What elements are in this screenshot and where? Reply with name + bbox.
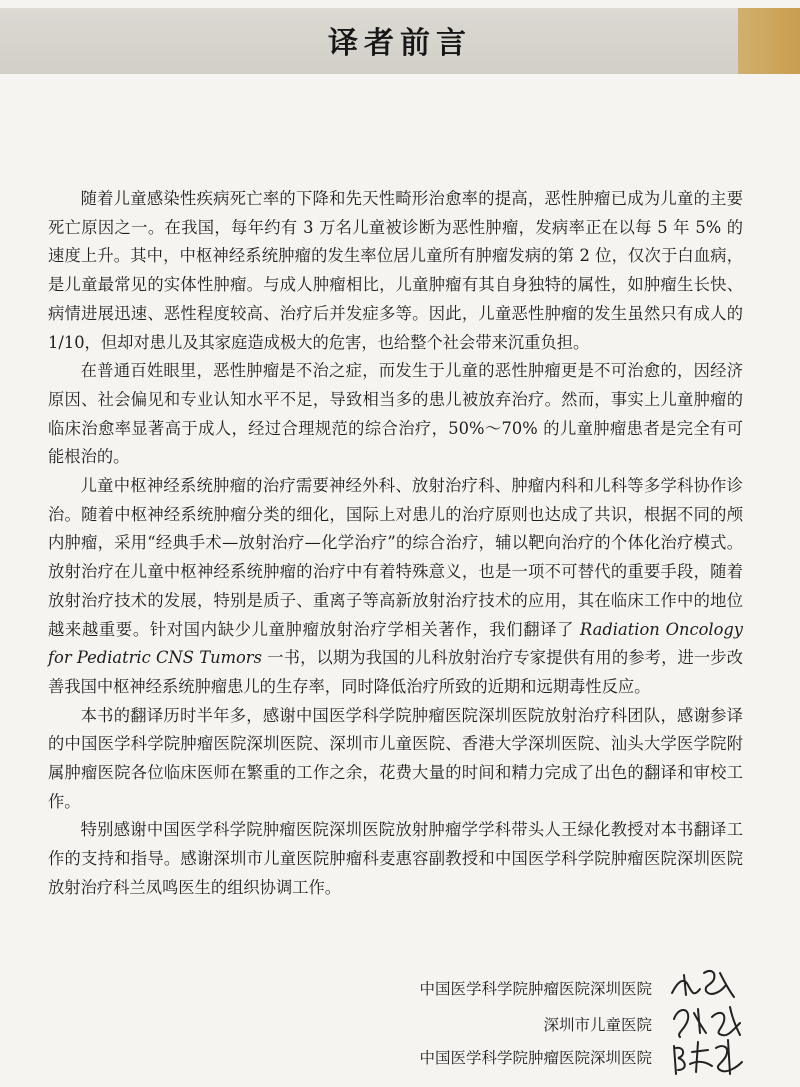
signature-institution-1: 中国医学科学院肿瘤医院深圳医院 xyxy=(419,980,652,998)
preface-body xyxy=(48,185,743,903)
signature-institution-2: 深圳市儿童医院 xyxy=(543,1016,652,1034)
signature-institution-3: 中国医学科学院肿瘤医院深圳医院 xyxy=(419,1049,652,1067)
handwritten-signature-2 xyxy=(668,999,746,1041)
paragraph-2: 在普通百姓眼里，恶性肿瘤是不治之症，而发生于儿童的恶性肿瘤更是不可治愈的，因经济原因、社会偏见和专业认知水平不足，导致相当多的患儿被放弃治疗。然而，事实上儿童肿瘤的临床治愈率显著高于成人，经过合理规范的综合治疗，50%～70% 的儿童肿瘤患者是完全有可能根治的。 xyxy=(48,361,743,467)
book-title: Radiation Oncology for Pediatric CNS Tumors xyxy=(48,619,743,668)
page-title: 译者前言 xyxy=(328,26,472,61)
paragraph-5: 特别感谢中国医学科学院肿瘤医院深圳医院放射肿瘤学学科带头人王绿化教授对本书翻译工作的支持和指导。感谢深圳市儿童医院肿瘤科麦惠容副教授和中国医学科学院肿瘤医院深圳医院放射治疗科兰凤鸣医生的组织协调工作。 xyxy=(48,820,743,897)
paragraph-4: 本书的翻译历时半年多，感谢中国医学科学院肿瘤医院深圳医院放射治疗科团队，感谢参译的中国医学科学院肿瘤医院深圳医院、深圳市儿童医院、香港大学深圳医院、汕头大学医学院附属肿瘤医院各位临床医师在繁重的工作之余，花费大量的时间和精力完成了出色的翻译和审校工作。 xyxy=(48,705,743,811)
paragraph-3: 儿童中枢神经系统肿瘤的治疗需要神经外科、放射治疗科、肿瘤内科和儿科等多学科协作诊治。随着中枢神经系统肿瘤分类的细化，国际上对患儿的治疗原则也达成了共识，根据不同的颅内肿瘤，采用“经典手术—放射治疗—化学治疗”的综合治疗，辅以靶向治疗的个体化治疗模式。放射治疗在儿童中枢神经系统肿瘤的治疗中有着特殊意义，也是一项不可替代的重要手段，随着放射治疗技术的发展，特别是质子、重离子等高新放射治疗技术的应用，其在临床工作中的地位越来越重要。针对国内缺少儿童肿瘤放射治疗学相关著作，我们翻译了 Radiation Oncology for Pediatric CNS Tumors 一书，以期为我国的儿科放射治疗专家提供有用的参考，进一步改善我国中枢神经系统肿瘤患儿的生存率，同时降低治疗所致的近期和远期毒性反应。 xyxy=(48,476,743,696)
handwritten-signature-3 xyxy=(668,1036,746,1078)
paragraph-1: 随着儿童感染性疾病死亡率的下降和先天性畸形治愈率的提高，恶性肿瘤已成为儿童的主要死亡原因之一。在我国，每年约有 3 万名儿童被诊断为恶性肿瘤，发病率正在以每 5 年 5% 的速度上升。其中，中枢神经系统肿瘤的发生率位居儿童所有肿瘤发病的第 2 位，仅次于白血病，是儿童最常见的实体性肿瘤。与成人肿瘤相比，儿童肿瘤有其自身独特的属性，如肿瘤生长快、病情进展迅速、恶性程度较高、治疗后并发症多等。因此，儿童恶性肿瘤的发生虽然只有成人的 1/10，但却对患儿及其家庭造成极大的危害，也给整个社会带来沉重负担。 xyxy=(48,189,743,352)
